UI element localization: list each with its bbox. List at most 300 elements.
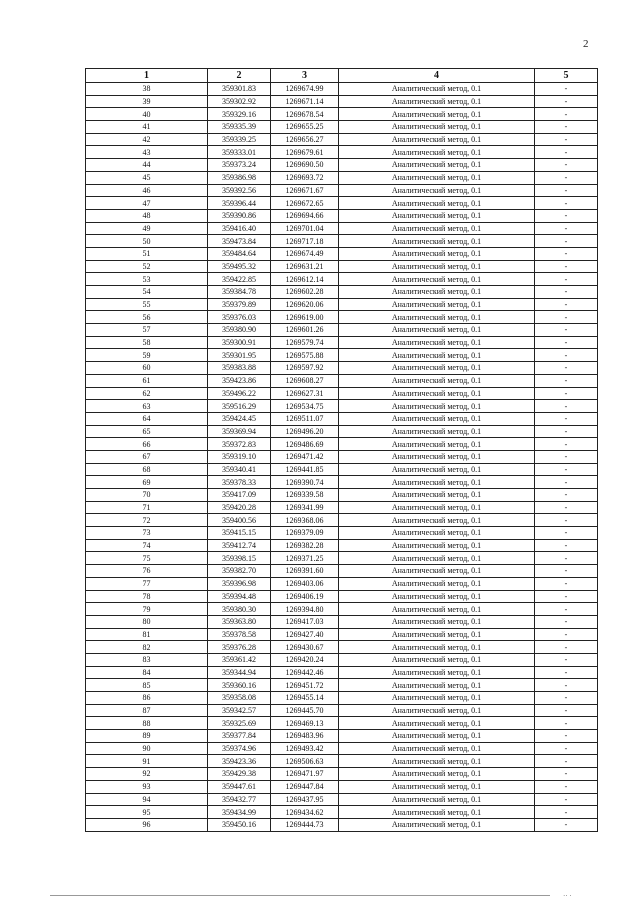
cell-description: - — [535, 489, 598, 502]
cell-x: 359484.64 — [208, 247, 271, 260]
cell-y: 1269575.88 — [271, 349, 339, 362]
cell-method: Аналитический метод, 0.1 — [339, 171, 535, 184]
cell-x: 359380.30 — [208, 603, 271, 616]
cell-y: 1269455.14 — [271, 692, 339, 705]
cell-method: Аналитический метод, 0.1 — [339, 222, 535, 235]
cell-method: Аналитический метод, 0.1 — [339, 768, 535, 781]
table-row — [86, 603, 598, 616]
column-header-method: 4 — [339, 69, 535, 83]
cell-y: 1269417.03 — [271, 615, 339, 628]
cell-y: 1269601.26 — [271, 324, 339, 337]
cell-description: - — [535, 793, 598, 806]
cell-y: 1269368.06 — [271, 514, 339, 527]
cell-description: - — [535, 463, 598, 476]
cell-description: - — [535, 768, 598, 781]
cell-y: 1269371.25 — [271, 552, 339, 565]
cell-x: 359396.44 — [208, 197, 271, 210]
cell-y: 1269511.07 — [271, 412, 339, 425]
table-row — [86, 133, 598, 146]
cell-x: 359396.98 — [208, 577, 271, 590]
cell-y: 1269678.54 — [271, 108, 339, 121]
cell-y: 1269469.13 — [271, 717, 339, 730]
cell-x: 359325.69 — [208, 717, 271, 730]
cell-x: 359344.94 — [208, 666, 271, 679]
cell-method: Аналитический метод, 0.1 — [339, 83, 535, 96]
cell-point-number: 93 — [86, 780, 208, 793]
cell-y: 1269379.09 — [271, 527, 339, 540]
cell-x: 359412.74 — [208, 539, 271, 552]
cell-x: 359429.38 — [208, 768, 271, 781]
table-row — [86, 730, 598, 743]
cell-point-number: 87 — [86, 704, 208, 717]
cell-y: 1269620.06 — [271, 298, 339, 311]
cell-x: 359415.15 — [208, 527, 271, 540]
cell-x: 359377.84 — [208, 730, 271, 743]
table-row — [86, 121, 598, 134]
cell-method: Аналитический метод, 0.1 — [339, 780, 535, 793]
cell-method: Аналитический метод, 0.1 — [339, 298, 535, 311]
cell-point-number: 73 — [86, 527, 208, 540]
cell-description: - — [535, 121, 598, 134]
table-row — [86, 577, 598, 590]
cell-point-number: 60 — [86, 362, 208, 375]
cell-description: - — [535, 298, 598, 311]
cell-x: 359496.22 — [208, 387, 271, 400]
cell-method: Аналитический метод, 0.1 — [339, 95, 535, 108]
cell-method: Аналитический метод, 0.1 — [339, 501, 535, 514]
cell-y: 1269444.73 — [271, 818, 339, 831]
cell-y: 1269693.72 — [271, 171, 339, 184]
cell-description: - — [535, 476, 598, 489]
table-row — [86, 489, 598, 502]
cell-y: 1269339.58 — [271, 489, 339, 502]
cell-point-number: 38 — [86, 83, 208, 96]
table-row — [86, 438, 598, 451]
cell-description: - — [535, 273, 598, 286]
cell-x: 359495.32 — [208, 260, 271, 273]
table-row — [86, 628, 598, 641]
cell-x: 359380.90 — [208, 324, 271, 337]
cell-point-number: 50 — [86, 235, 208, 248]
cell-method: Аналитический метод, 0.1 — [339, 514, 535, 527]
table-row — [86, 298, 598, 311]
cell-method: Аналитический метод, 0.1 — [339, 615, 535, 628]
table-row — [86, 755, 598, 768]
cell-x: 359417.09 — [208, 489, 271, 502]
cell-method: Аналитический метод, 0.1 — [339, 362, 535, 375]
cell-description: - — [535, 95, 598, 108]
cell-method: Аналитический метод, 0.1 — [339, 336, 535, 349]
cell-point-number: 51 — [86, 247, 208, 260]
cell-x: 359302.92 — [208, 95, 271, 108]
cell-method: Аналитический метод, 0.1 — [339, 121, 535, 134]
cell-method: Аналитический метод, 0.1 — [339, 806, 535, 819]
cell-method: Аналитический метод, 0.1 — [339, 235, 535, 248]
table-row — [86, 146, 598, 159]
table-row — [86, 818, 598, 831]
cell-x: 359398.15 — [208, 552, 271, 565]
cell-point-number: 41 — [86, 121, 208, 134]
cell-method: Аналитический метод, 0.1 — [339, 400, 535, 413]
column-header-point-number: 1 — [86, 69, 208, 83]
cell-method: Аналитический метод, 0.1 — [339, 311, 535, 324]
table-row — [86, 260, 598, 273]
table-row — [86, 273, 598, 286]
cell-point-number: 72 — [86, 514, 208, 527]
table-body — [86, 83, 598, 832]
cell-x: 359319.10 — [208, 450, 271, 463]
table-row — [86, 641, 598, 654]
table-row — [86, 717, 598, 730]
cell-x: 359369.94 — [208, 425, 271, 438]
cell-y: 1269394.80 — [271, 603, 339, 616]
cell-x: 359400.56 — [208, 514, 271, 527]
table-row — [86, 222, 598, 235]
cell-y: 1269390.74 — [271, 476, 339, 489]
cell-description: - — [535, 171, 598, 184]
cell-method: Аналитический метод, 0.1 — [339, 565, 535, 578]
cell-description: - — [535, 146, 598, 159]
cell-x: 359376.28 — [208, 641, 271, 654]
cell-y: 1269447.84 — [271, 780, 339, 793]
column-header-description: 5 — [535, 69, 598, 83]
cell-point-number: 84 — [86, 666, 208, 679]
table-row — [86, 311, 598, 324]
cell-y: 1269701.04 — [271, 222, 339, 235]
cell-x: 359329.16 — [208, 108, 271, 121]
cell-y: 1269341.99 — [271, 501, 339, 514]
cell-point-number: 63 — [86, 400, 208, 413]
cell-point-number: 61 — [86, 374, 208, 387]
cell-point-number: 47 — [86, 197, 208, 210]
cell-y: 1269471.97 — [271, 768, 339, 781]
cell-point-number: 70 — [86, 489, 208, 502]
table-row — [86, 83, 598, 96]
table-row — [86, 108, 598, 121]
cell-y: 1269420.24 — [271, 653, 339, 666]
cell-method: Аналитический метод, 0.1 — [339, 184, 535, 197]
cell-description: - — [535, 311, 598, 324]
cell-method: Аналитический метод, 0.1 — [339, 489, 535, 502]
cell-description: - — [535, 603, 598, 616]
cell-description: - — [535, 565, 598, 578]
cell-y: 1269496.20 — [271, 425, 339, 438]
table-row — [86, 362, 598, 375]
cell-point-number: 94 — [86, 793, 208, 806]
cell-point-number: 90 — [86, 742, 208, 755]
cell-x: 359390.86 — [208, 209, 271, 222]
cell-method: Аналитический метод, 0.1 — [339, 590, 535, 603]
cell-description: - — [535, 450, 598, 463]
cell-description: - — [535, 730, 598, 743]
cell-y: 1269674.99 — [271, 83, 339, 96]
cell-point-number: 79 — [86, 603, 208, 616]
cell-y: 1269483.96 — [271, 730, 339, 743]
table-row — [86, 806, 598, 819]
cell-point-number: 40 — [86, 108, 208, 121]
cell-method: Аналитический метод, 0.1 — [339, 146, 535, 159]
table-row — [86, 95, 598, 108]
table-row — [86, 552, 598, 565]
cell-method: Аналитический метод, 0.1 — [339, 653, 535, 666]
cell-y: 1269612.14 — [271, 273, 339, 286]
table-row — [86, 412, 598, 425]
cell-point-number: 80 — [86, 615, 208, 628]
cell-description: - — [535, 653, 598, 666]
cell-method: Аналитический метод, 0.1 — [339, 476, 535, 489]
cell-y: 1269391.60 — [271, 565, 339, 578]
cell-x: 359382.70 — [208, 565, 271, 578]
cell-point-number: 96 — [86, 818, 208, 831]
cell-method: Аналитический метод, 0.1 — [339, 717, 535, 730]
cell-y: 1269534.75 — [271, 400, 339, 413]
cell-description: - — [535, 641, 598, 654]
cell-description: - — [535, 666, 598, 679]
table-row — [86, 400, 598, 413]
cell-method: Аналитический метод, 0.1 — [339, 438, 535, 451]
cell-y: 1269451.72 — [271, 679, 339, 692]
cell-x: 359360.16 — [208, 679, 271, 692]
cell-x: 359516.29 — [208, 400, 271, 413]
cell-method: Аналитический метод, 0.1 — [339, 349, 535, 362]
cell-description: - — [535, 615, 598, 628]
cell-point-number: 46 — [86, 184, 208, 197]
footer-divider — [50, 895, 550, 896]
cell-method: Аналитический метод, 0.1 — [339, 603, 535, 616]
cell-x: 359424.45 — [208, 412, 271, 425]
cell-method: Аналитический метод, 0.1 — [339, 324, 535, 337]
cell-description: - — [535, 501, 598, 514]
cell-y: 1269493.42 — [271, 742, 339, 755]
cell-point-number: 95 — [86, 806, 208, 819]
cell-method: Аналитический метод, 0.1 — [339, 704, 535, 717]
table-row — [86, 235, 598, 248]
cell-method: Аналитический метод, 0.1 — [339, 755, 535, 768]
cell-method: Аналитический метод, 0.1 — [339, 108, 535, 121]
cell-description: - — [535, 286, 598, 299]
page-number: 2 — [583, 38, 589, 50]
cell-method: Аналитический метод, 0.1 — [339, 793, 535, 806]
cell-y: 1269441.85 — [271, 463, 339, 476]
cell-x: 359342.57 — [208, 704, 271, 717]
cell-description: - — [535, 349, 598, 362]
table-row — [86, 565, 598, 578]
cell-method: Аналитический метод, 0.1 — [339, 628, 535, 641]
table-row — [86, 527, 598, 540]
cell-point-number: 89 — [86, 730, 208, 743]
cell-method: Аналитический метод, 0.1 — [339, 260, 535, 273]
cell-x: 359386.98 — [208, 171, 271, 184]
table-row — [86, 209, 598, 222]
cell-description: - — [535, 577, 598, 590]
table-row — [86, 793, 598, 806]
table-row — [86, 539, 598, 552]
cell-x: 359392.56 — [208, 184, 271, 197]
cell-y: 1269434.62 — [271, 806, 339, 819]
table-row — [86, 374, 598, 387]
cell-x: 359300.91 — [208, 336, 271, 349]
cell-description: - — [535, 717, 598, 730]
column-header-x: 2 — [208, 69, 271, 83]
cell-point-number: 58 — [86, 336, 208, 349]
cell-description: - — [535, 552, 598, 565]
table-row — [86, 463, 598, 476]
cell-method: Аналитический метод, 0.1 — [339, 552, 535, 565]
table-row — [86, 387, 598, 400]
cell-x: 359301.95 — [208, 349, 271, 362]
cell-description: - — [535, 184, 598, 197]
cell-method: Аналитический метод, 0.1 — [339, 692, 535, 705]
cell-y: 1269671.14 — [271, 95, 339, 108]
cell-point-number: 66 — [86, 438, 208, 451]
cell-point-number: 44 — [86, 159, 208, 172]
cell-y: 1269694.66 — [271, 209, 339, 222]
cell-x: 359339.25 — [208, 133, 271, 146]
cell-method: Аналитический метод, 0.1 — [339, 666, 535, 679]
cell-point-number: 54 — [86, 286, 208, 299]
cell-description: - — [535, 692, 598, 705]
cell-x: 359374.96 — [208, 742, 271, 755]
cell-point-number: 75 — [86, 552, 208, 565]
cell-method: Аналитический метод, 0.1 — [339, 450, 535, 463]
column-header-y: 3 — [271, 69, 339, 83]
cell-x: 359420.28 — [208, 501, 271, 514]
cell-x: 359340.41 — [208, 463, 271, 476]
cell-point-number: 56 — [86, 311, 208, 324]
cell-point-number: 65 — [86, 425, 208, 438]
cell-x: 359423.36 — [208, 755, 271, 768]
cell-method: Аналитический метод, 0.1 — [339, 742, 535, 755]
cell-x: 359378.58 — [208, 628, 271, 641]
cell-description: - — [535, 412, 598, 425]
table-row — [86, 286, 598, 299]
cell-y: 1269627.31 — [271, 387, 339, 400]
table-row — [86, 476, 598, 489]
cell-y: 1269671.67 — [271, 184, 339, 197]
cell-method: Аналитический метод, 0.1 — [339, 247, 535, 260]
table-row — [86, 742, 598, 755]
table-row — [86, 653, 598, 666]
cell-method: Аналитический метод, 0.1 — [339, 286, 535, 299]
table-row — [86, 679, 598, 692]
cell-x: 359335.39 — [208, 121, 271, 134]
cell-description: - — [535, 755, 598, 768]
cell-y: 1269427.40 — [271, 628, 339, 641]
cell-point-number: 86 — [86, 692, 208, 705]
cell-method: Аналитический метод, 0.1 — [339, 463, 535, 476]
cell-y: 1269486.69 — [271, 438, 339, 451]
cell-point-number: 68 — [86, 463, 208, 476]
cell-x: 359361.42 — [208, 653, 271, 666]
cell-description: - — [535, 818, 598, 831]
cell-description: - — [535, 400, 598, 413]
cell-point-number: 76 — [86, 565, 208, 578]
cell-point-number: 67 — [86, 450, 208, 463]
cell-method: Аналитический метод, 0.1 — [339, 159, 535, 172]
cell-description: - — [535, 197, 598, 210]
cell-description: - — [535, 209, 598, 222]
table-row — [86, 704, 598, 717]
cell-y: 1269608.27 — [271, 374, 339, 387]
cell-y: 1269597.92 — [271, 362, 339, 375]
cell-x: 359373.24 — [208, 159, 271, 172]
cell-method: Аналитический метод, 0.1 — [339, 412, 535, 425]
table-row — [86, 171, 598, 184]
cell-method: Аналитический метод, 0.1 — [339, 374, 535, 387]
cell-y: 1269382.28 — [271, 539, 339, 552]
cell-point-number: 48 — [86, 209, 208, 222]
cell-x: 359422.85 — [208, 273, 271, 286]
cell-description: - — [535, 235, 598, 248]
cell-description: - — [535, 742, 598, 755]
cell-x: 359416.40 — [208, 222, 271, 235]
cell-description: - — [535, 159, 598, 172]
table-row — [86, 615, 598, 628]
cell-description: - — [535, 704, 598, 717]
cell-method: Аналитический метод, 0.1 — [339, 641, 535, 654]
cell-y: 1269674.49 — [271, 247, 339, 260]
cell-description: - — [535, 527, 598, 540]
cell-x: 359383.88 — [208, 362, 271, 375]
cell-x: 359372.83 — [208, 438, 271, 451]
cell-y: 1269442.46 — [271, 666, 339, 679]
cell-method: Аналитический метод, 0.1 — [339, 197, 535, 210]
cell-point-number: 52 — [86, 260, 208, 273]
cell-x: 359379.89 — [208, 298, 271, 311]
cell-x: 359394.48 — [208, 590, 271, 603]
cell-method: Аналитический метод, 0.1 — [339, 133, 535, 146]
cell-description: - — [535, 387, 598, 400]
cell-y: 1269445.70 — [271, 704, 339, 717]
cell-x: 359378.33 — [208, 476, 271, 489]
cell-y: 1269579.74 — [271, 336, 339, 349]
cell-point-number: 43 — [86, 146, 208, 159]
cell-x: 359376.03 — [208, 311, 271, 324]
cell-method: Аналитический метод, 0.1 — [339, 679, 535, 692]
cell-method: Аналитический метод, 0.1 — [339, 387, 535, 400]
cell-point-number: 82 — [86, 641, 208, 654]
cell-point-number: 39 — [86, 95, 208, 108]
cell-method: Аналитический метод, 0.1 — [339, 539, 535, 552]
cell-y: 1269631.21 — [271, 260, 339, 273]
coordinates-table — [85, 68, 598, 832]
cell-point-number: 69 — [86, 476, 208, 489]
cell-description: - — [535, 679, 598, 692]
cell-point-number: 49 — [86, 222, 208, 235]
cell-x: 359333.01 — [208, 146, 271, 159]
table-row — [86, 666, 598, 679]
cell-y: 1269506.63 — [271, 755, 339, 768]
cell-description: - — [535, 628, 598, 641]
cell-x: 359301.83 — [208, 83, 271, 96]
cell-y: 1269655.25 — [271, 121, 339, 134]
table-row — [86, 197, 598, 210]
cell-x: 359363.80 — [208, 615, 271, 628]
cell-point-number: 57 — [86, 324, 208, 337]
cell-point-number: 88 — [86, 717, 208, 730]
cell-x: 359434.99 — [208, 806, 271, 819]
cell-description: - — [535, 438, 598, 451]
table-row — [86, 768, 598, 781]
cell-point-number: 45 — [86, 171, 208, 184]
cell-x: 359423.86 — [208, 374, 271, 387]
cell-description: - — [535, 324, 598, 337]
cell-description: - — [535, 247, 598, 260]
table-row — [86, 590, 598, 603]
table-row — [86, 425, 598, 438]
cell-y: 1269471.42 — [271, 450, 339, 463]
cell-y: 1269602.28 — [271, 286, 339, 299]
